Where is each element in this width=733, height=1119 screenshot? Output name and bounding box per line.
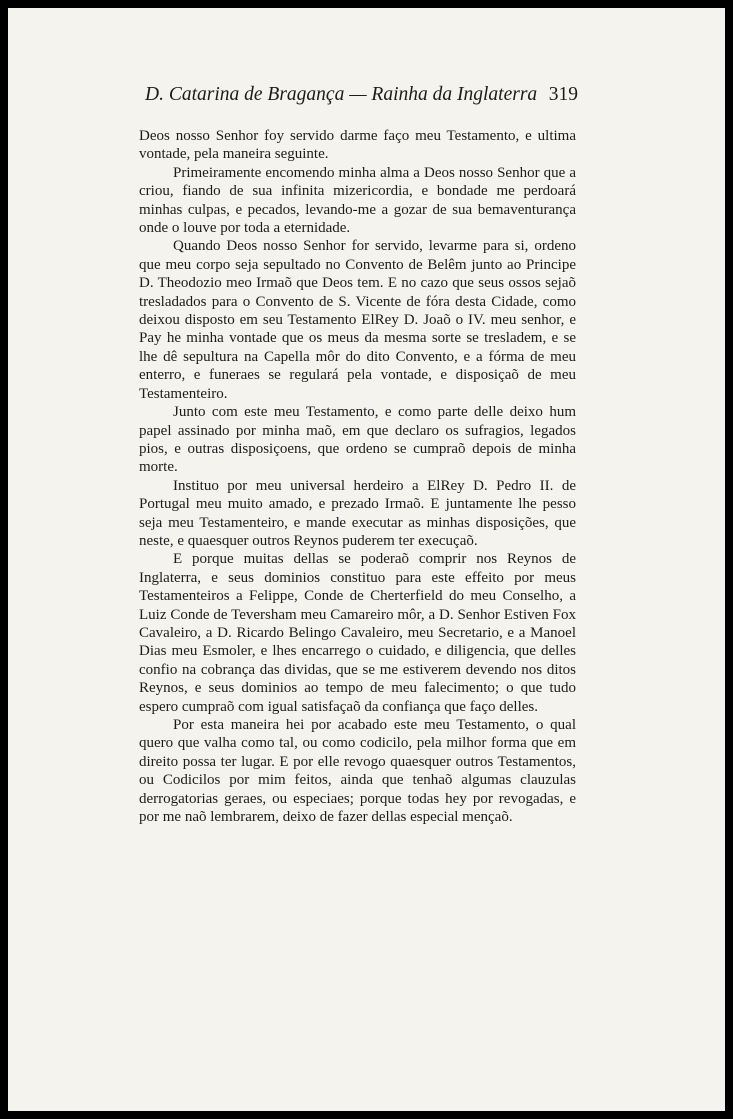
- body-text: [139, 127, 576, 826]
- paragraph: E porque muitas dellas se poderaõ comprir nos Reynos de Inglaterra, e seus dominios constituo para este effeito por meus Testamenteiros a Felippe, Conde de Cherterfield do meu Conselho, a Luiz Conde de Teversham meu Camareiro môr, a D. Senhor Estiven Fox Cavaleiro, a D. Ricardo Belingo Cavaleiro, meu Secretario, e a Manoel Dias meu Esmoler, e lhes encarrego o cuidado, e diligencia, que delles confio na cobrança das dividas, que se me estiverem devendo nos ditos Reynos, e seus dominios ao tempo de meu falecimento; o que tudo espero cumpraõ com igual satisfaçaõ da confiança que faço delles.: [139, 551, 576, 715]
- page-number: 319: [548, 84, 578, 105]
- running-head: [145, 84, 578, 108]
- paragraph: Por esta maneira hei por acabado este meu Testamento, o qual quero que valha como tal, ou como codicilo, pela milhor forma que em direito possa ter lugar. E por elle revogo quaesquer outros Testamentos, ou Codicilos por mim feitos, ainda que tenhaõ algumas clauzulas derrogatorias geraes, ou especiaes; porque todas hey por revogadas, e por me naõ lembrarem, deixo de fazer dellas especial mençaõ.: [139, 717, 576, 826]
- paragraph: Deos nosso Senhor foy servido darme faço meu Testamento, e ultima vontade, pela maneira seguinte.: [139, 128, 576, 163]
- paragraph: Instituo por meu universal herdeiro a ElRey D. Pedro II. de Portugal meu muito amado, e prezado Irmaõ. E juntamente lhe pesso seja meu Testamenteiro, e mande executar as minhas disposições, que neste, e quaesquer outros Reynos puderem ter execuçaõ.: [139, 477, 576, 549]
- paragraph: Junto com este meu Testamento, e como parte delle deixo hum papel assinado por minha maõ, em que declaro os sufragios, legados pios, e outras disposiçoens, que ordeno se cumpraõ depois de minha morte.: [139, 404, 576, 476]
- paragraph: Primeiramente encomendo minha alma a Deos nosso Senhor que a criou, fiando de sua infinita mizericordia, e bondade me perdoará minhas culpas, e pecados, levando-me a gozar de sua bemaventurança onde o louve por toda a eternidade.: [139, 164, 576, 237]
- running-head-title: D. Catarina de Bragança — Rainha da Inglaterra: [145, 84, 538, 105]
- book-page: [8, 8, 725, 1111]
- paragraph: Quando Deos nosso Senhor for servido, levarme para si, ordeno que meu corpo seja sepultado no Convento de Belêm junto ao Principe D. Theodozio meo Irmaõ que Deos tem. E no cazo que seus ossos sejaõ tresladados para o Convento de S. Vicente de fóra desta Cidade, como deixou disposto em seu Testamento ElRey D. Joaõ o IV. meu senhor, e Pay he minha vontade que os meus da mesma sorte se tresladem, e se lhe dê sepultura na Capella môr do dito Convento, e a fórma de meu enterro, e funeraes se regulará pela vontade, e disposiçaõ de meu Testamenteiro.: [139, 238, 576, 402]
